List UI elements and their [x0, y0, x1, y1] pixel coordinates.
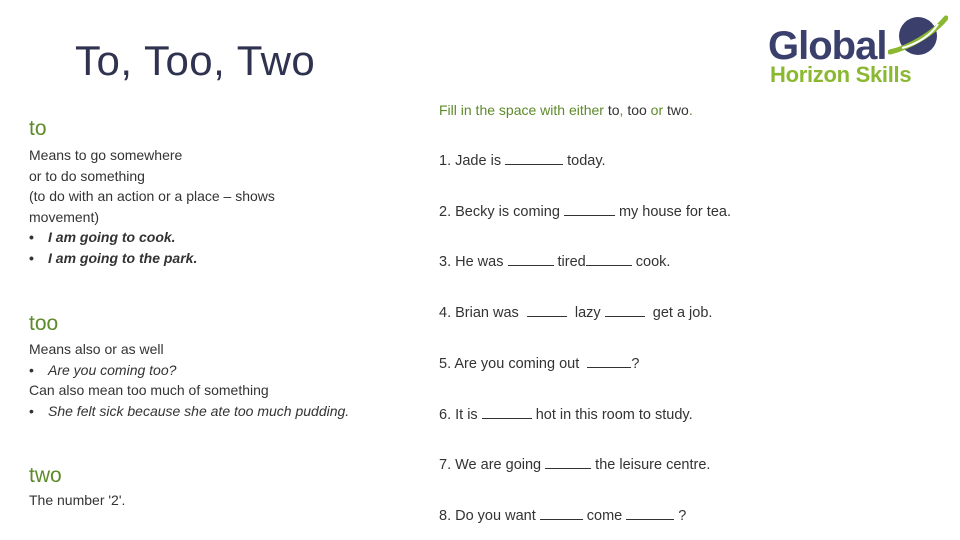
question-text: tired — [553, 254, 586, 270]
word-to: to — [607, 102, 620, 118]
instructions-separator: , — [619, 102, 628, 118]
answer-blank[interactable] — [626, 507, 674, 520]
question-4 — [439, 304, 712, 321]
question-text: 7. We are going — [439, 457, 546, 473]
question-text: lazy — [566, 305, 605, 321]
text-line: The number '2'. — [29, 492, 126, 508]
question-text: 4. Brian was — [439, 305, 527, 321]
example-bullet: • I am going to cook. — [29, 227, 399, 248]
question-text: cook. — [631, 254, 671, 270]
answer-blank[interactable] — [505, 152, 563, 165]
question-text: 5. Are you coming out — [439, 356, 588, 372]
section-two — [29, 464, 399, 488]
question-5 — [439, 355, 639, 372]
question-text: hot in this room to study. — [531, 407, 693, 423]
text-line: or to do something — [29, 167, 145, 184]
question-6 — [439, 406, 693, 423]
heading-two: two — [29, 464, 62, 487]
text-line: movement) — [29, 208, 100, 225]
slide-title: To, Too, Two — [75, 37, 316, 84]
planet-icon — [888, 12, 948, 62]
logo-word-horizon-skills: Horizon Skills — [770, 62, 912, 87]
question-8 — [439, 507, 686, 524]
heading-to: to — [29, 117, 47, 140]
question-text: my house for tea. — [614, 204, 731, 220]
question-7 — [439, 456, 710, 473]
word-two: two — [667, 102, 689, 118]
text-line: Means to go somewhere — [29, 147, 183, 163]
question-text: 8. Do you want — [439, 508, 540, 524]
text-line: (to do with an action or a place – shows — [29, 188, 275, 204]
section-too-body — [29, 339, 399, 421]
question-text: get a job. — [644, 305, 713, 321]
instructions-separator: or — [646, 102, 668, 118]
text-line: Can also mean too much of something — [29, 382, 269, 398]
question-text: today. — [563, 153, 606, 169]
section-two-body — [29, 490, 399, 511]
text-line: Means also or as well — [29, 341, 164, 357]
heading-too: too — [29, 312, 59, 335]
answer-blank[interactable] — [605, 304, 645, 317]
instructions-end: . — [688, 102, 693, 118]
example-bullet: • I am going to the park. — [29, 248, 399, 269]
question-text: come — [582, 508, 627, 524]
answer-blank[interactable] — [540, 507, 583, 520]
answer-blank[interactable] — [586, 253, 632, 266]
question-text: ? — [674, 508, 687, 524]
answer-blank[interactable] — [564, 203, 615, 216]
question-text: 2. Becky is coming — [439, 204, 564, 220]
example-bullet: • She felt sick because she ate too much pudding. — [29, 401, 399, 422]
logo-word-global: Global — [768, 24, 887, 68]
answer-blank[interactable] — [587, 355, 631, 368]
question-text: the leisure centre. — [591, 457, 711, 473]
word-too: too — [627, 102, 647, 118]
question-1 — [439, 152, 606, 169]
section-to-body — [29, 145, 399, 268]
question-text: 6. It is — [439, 407, 482, 423]
section-to — [29, 117, 399, 141]
global-horizon-skills-logo — [768, 12, 948, 88]
question-text: 3. He was — [439, 254, 508, 270]
question-text: ? — [631, 356, 640, 372]
answer-blank[interactable] — [482, 406, 532, 419]
section-too — [29, 312, 399, 336]
example-bullet: • Are you coming too? — [29, 360, 399, 381]
question-3 — [439, 253, 670, 270]
instructions — [439, 102, 693, 118]
question-2 — [439, 203, 731, 220]
question-text: 1. Jade is — [439, 153, 506, 169]
answer-blank[interactable] — [527, 304, 567, 317]
instructions-prefix: Fill in the space with either — [439, 102, 608, 118]
answer-blank[interactable] — [545, 456, 591, 469]
answer-blank[interactable] — [508, 253, 554, 266]
